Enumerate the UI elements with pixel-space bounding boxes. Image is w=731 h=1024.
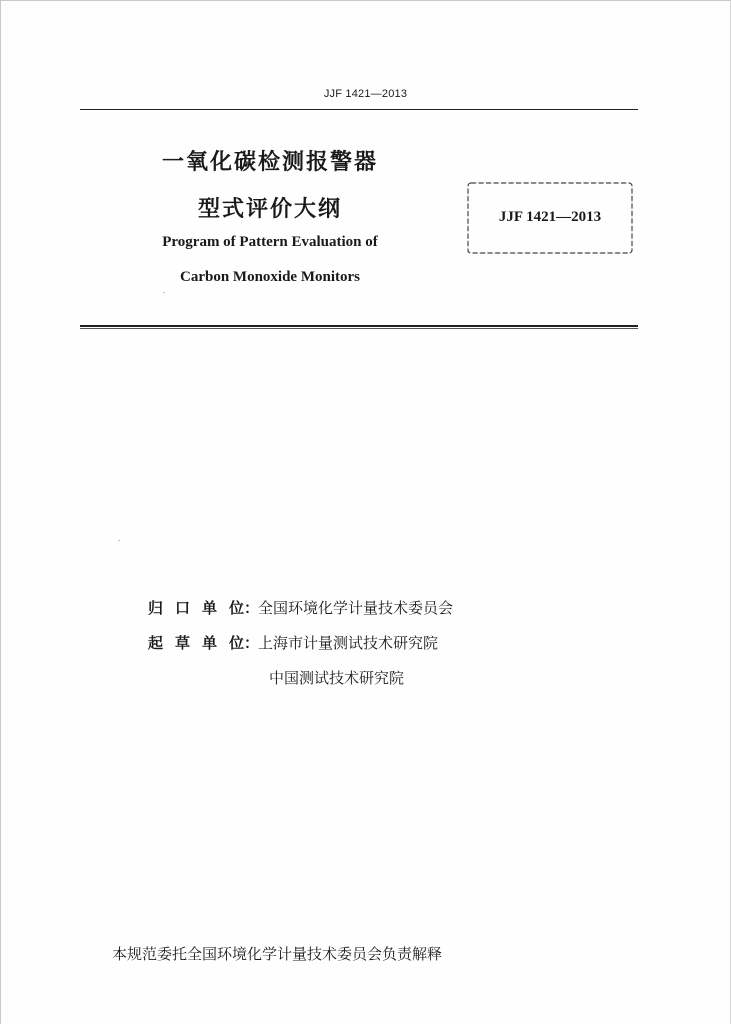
standard-code-box bbox=[465, 180, 635, 256]
drafting-unit-value-1: 上海市计量测试技术研究院 bbox=[258, 634, 439, 652]
page-border-top bbox=[0, 0, 731, 1]
drafting-unit-label: 起 草 单 位： bbox=[148, 634, 260, 652]
title-chinese-line-1: 一氧化碳检测报警器 bbox=[161, 150, 378, 175]
page-border-left bbox=[0, 0, 1, 1024]
scan-speck bbox=[163, 292, 165, 293]
drafting-unit-row bbox=[148, 632, 438, 653]
title-english-line-2: Carbon Monoxide Monitors bbox=[180, 269, 360, 285]
drafting-unit-value-2: 中国测试技术研究院 bbox=[269, 669, 405, 687]
header-rule bbox=[80, 109, 638, 110]
drafting-unit-row-2 bbox=[269, 667, 404, 688]
standard-code-box-text: JJF 1421—2013 bbox=[498, 209, 602, 225]
scan-speck bbox=[118, 540, 120, 541]
responsible-unit-row bbox=[148, 597, 453, 618]
running-header-code: JJF 1421—2013 bbox=[323, 88, 408, 100]
interpretation-note: 本规范委托全国环境化学计量技术委员会负责解释 bbox=[112, 945, 443, 963]
title-english-line-1: Program of Pattern Evaluation of bbox=[162, 234, 378, 250]
responsible-unit-label: 归 口 单 位： bbox=[148, 599, 260, 617]
title-divider-thin bbox=[80, 328, 638, 329]
responsible-unit-value: 全国环境化学计量技术委员会 bbox=[258, 599, 454, 617]
title-chinese-line-2: 型式评价大纲 bbox=[197, 197, 342, 222]
title-divider-thick bbox=[80, 325, 638, 327]
